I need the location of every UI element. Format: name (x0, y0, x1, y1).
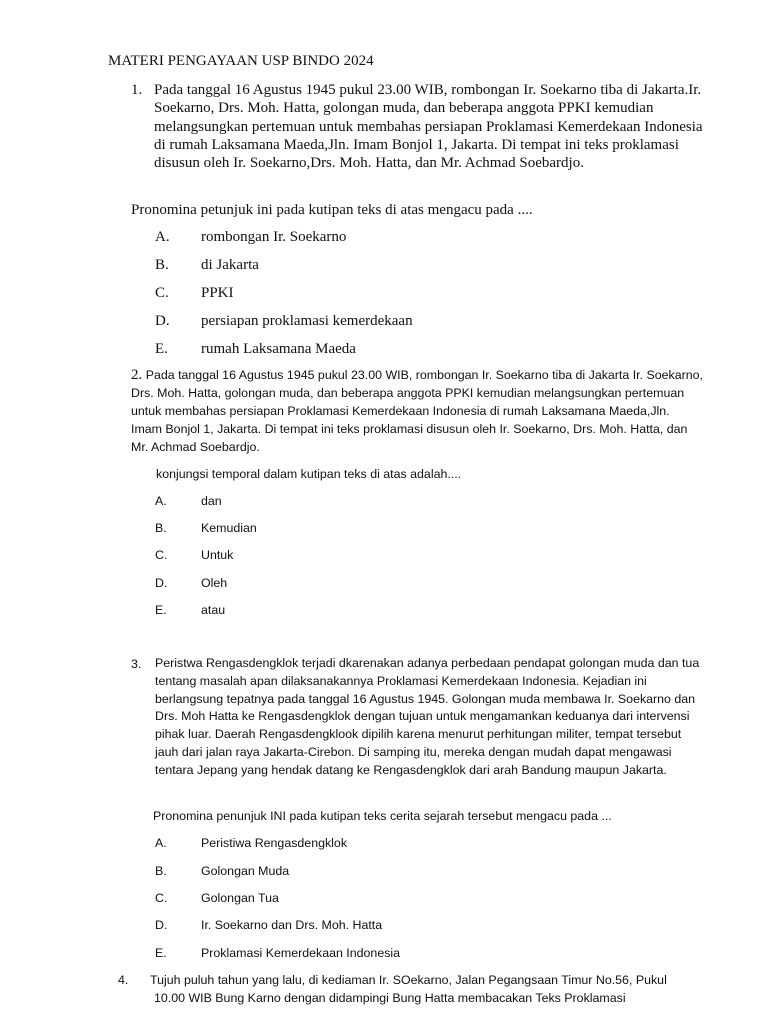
option-label: C. (155, 548, 168, 562)
question-prompt: konjungsi temporal dalam kutipan teks di atas adalah.... (156, 467, 462, 481)
question-number: 3. (131, 657, 142, 671)
option-text: di Jakarta (201, 257, 259, 273)
option-text: Kemudian (201, 521, 257, 535)
question-number: 4. (118, 973, 129, 987)
option-label: A. (155, 229, 170, 245)
option-label: C. (155, 285, 169, 301)
question-passage: Tujuh puluh tahun yang lalu, di kediaman Ir. SOekarno, Jalan Pegangsaan Timur No.56, Pukul 10.00 WIB Bung Karno dengan didampingi Bung Hatta membacakan Teks Proklamasi (150, 973, 667, 1005)
question-prompt: Pronomina penunjuk INI pada kutipan teks cerita sejarah tersebut mengacu pada ... (153, 809, 612, 823)
option-text: PPKI (201, 285, 234, 301)
option-text: rombongan Ir. Soekarno (201, 229, 347, 245)
option-label: B. (155, 257, 169, 273)
option-label: D. (155, 313, 170, 329)
question-number: 2. (131, 367, 143, 383)
option-text: Proklamasi Kemerdekaan Indonesia (201, 946, 401, 960)
document-title: MATERI PENGAYAAN USP BINDO 2024 (108, 53, 374, 69)
question-passage: Pada tanggal 16 Agustus 1945 pukul 23.00 WIB, rombongan Ir. Soekarno tiba di Jakarta.Ir. Soekarno, Drs. Moh. Hatta, golongan muda, dan beberapa anggota PPKI kemudian melangsungkan pertemuan untuk membahas persiapan Proklamasi Kemerdekaan Indonesia di rumah Laksamana Maeda,Jln. Imam Bonjol 1, Jakarta. Di tempat ini teks proklamasi disusun oleh Ir. Soekarno,Drs. Moh. Hatta, dan Mr. Achmad Soebardjo. (154, 82, 703, 172)
question-passage-text: Pada tanggal 16 Agustus 1945 pukul 23.00 WIB, rombongan Ir. Soekarno tiba di Jakarta Ir. Soekarno, Drs. Moh. Hatta, golongan muda, dan beberapa anggota PPKI kemudian melangsungkan pertemuan untuk membahas persiapan Proklamasi Kemerdekaan Indonesia di rumah Laksamana Maeda,Jln. Imam Bonjol 1, Jakarta. Di tempat ini teks proklamasi disusun oleh Ir. Soekarno, Drs. Moh. Hatta, dan Mr. Achmad Soebardjo. (131, 368, 703, 454)
option-text: atau (201, 603, 226, 617)
option-text: persiapan proklamasi kemerdekaan (201, 313, 413, 329)
question-passage: Peristwa Rengasdengklok terjadi dkarenakan adanya perbedaan pendapat golongan muda dan tua tentang masalah apan dilaksanakannya Proklamasi Kemerdekaan Indonesia. Kejadian ini berlangsung tepatnya pada tanggal 16 Agustus 1945. Golongan muda membawa Ir. Soekarno dan Drs. Moh Hatta ke Rengasdengklok dengan tujuan untuk mengamankan keduanya dari intervensi pihak luar. Daerah Rengasdengklook dipilih karena menurut perhitungan militer, tempat tersebut jauh dari jalan raya Jakarta-Cirebon. Di samping itu, mereka dengan mudah dapat mengawasi tentara Jepang yang hendak datang ke Rengasdengklok dari arah Bandung maupun Jakarta. (155, 656, 700, 777)
option-label: E. (155, 946, 167, 960)
option-label: B. (155, 864, 167, 878)
option-text: Golongan Muda (201, 864, 290, 878)
option-text: Peristiwa Rengasdengklok (201, 836, 348, 850)
option-label: E. (155, 341, 168, 357)
option-label: E. (155, 603, 167, 617)
option-text: Ir. Soekarno dan Drs. Moh. Hatta (201, 918, 383, 932)
question-number: 1. (131, 82, 143, 98)
option-label: B. (155, 521, 167, 535)
option-label: D. (155, 576, 168, 590)
option-text: rumah Laksamana Maeda (201, 341, 356, 357)
option-label: D. (155, 918, 168, 932)
question-prompt: Pronomina petunjuk ini pada kutipan teks di atas mengacu pada .... (131, 202, 533, 218)
option-label: A. (155, 494, 167, 508)
option-label: C. (155, 891, 168, 905)
option-text: Golongan Tua (201, 891, 279, 905)
option-text: Oleh (201, 576, 228, 590)
option-text: dan (201, 494, 222, 508)
option-text: Untuk (201, 548, 234, 562)
option-label: A. (155, 836, 167, 850)
question-passage (131, 366, 703, 456)
